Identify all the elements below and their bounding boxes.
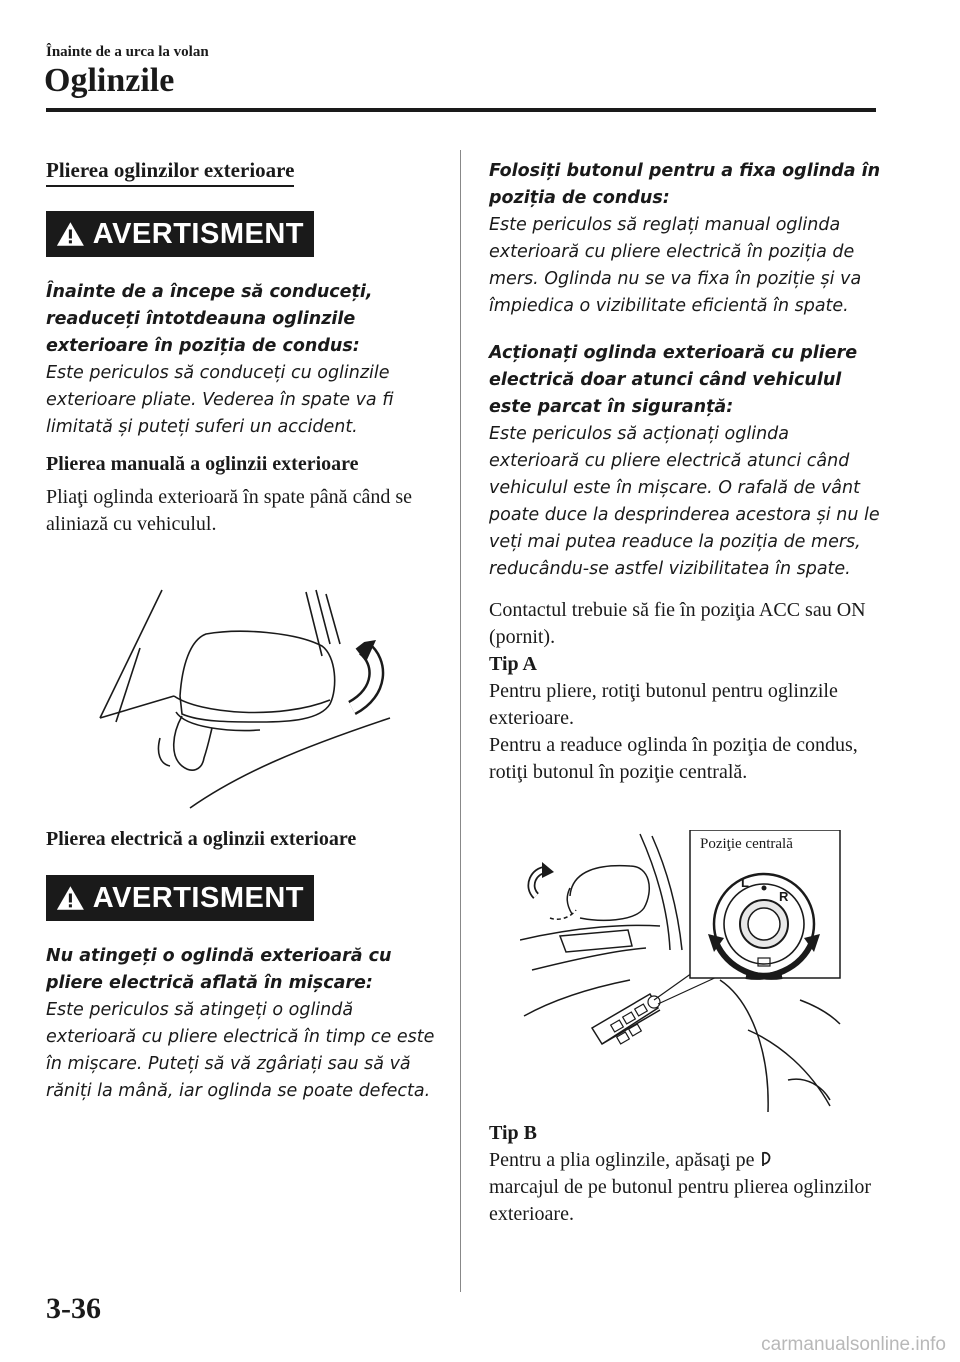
warning-title: Înainte de a începe să conduceți, readuceți întotdeauna oglinzile exterioare în poziția de condus: bbox=[46, 282, 373, 356]
subheading-tip-a: Tip A bbox=[489, 653, 537, 675]
paragraph-tip-b-line1 bbox=[489, 1147, 881, 1174]
page-title: Oglinzile bbox=[44, 62, 175, 99]
subheading-electric: Plierea electrică a oglinzii exterioare bbox=[46, 828, 357, 850]
warning-title: Folosiți butonul pentru a fixa oglinda în poziția de condus: bbox=[489, 161, 881, 208]
warning-text: Este periculos să reglați manual oglinda exterioară cu pliere electrică în poziția de mers. Oglinda nu se va fixa în poziție și va împiedica o vizibilitate eficientă în spate. bbox=[489, 215, 862, 316]
subheading-manual: Plierea manuală a oglinzii exterioare bbox=[46, 453, 359, 475]
warning-badge-label: AVERTISMENT bbox=[92, 881, 304, 914]
watermark: carmanualsonline.info bbox=[761, 1334, 946, 1355]
fold-arrow-icon bbox=[346, 634, 376, 708]
tip-b-text: Pentru a plia oglinzile, apăsaţi pe bbox=[489, 1149, 755, 1171]
paragraph-contact: Contactul trebuie să fie în poziţia ACC sau ON (pornit). bbox=[489, 599, 866, 648]
left-column-lower bbox=[46, 828, 446, 1105]
warning-badge bbox=[46, 211, 314, 257]
warning-triangle-icon bbox=[56, 219, 85, 249]
right-column-lower bbox=[489, 1120, 881, 1228]
paragraph-tip-a-restore: Pentru a readuce oglinda în poziţia de condus, rotiţi butonul în poziţie centrală. bbox=[489, 734, 858, 783]
knob-label-right: R bbox=[779, 889, 789, 904]
knob-label-left: L bbox=[741, 875, 749, 890]
warning-badge-label: AVERTISMENT bbox=[92, 217, 304, 250]
warning-text: Este periculos să acționați oglinda exterioară cu pliere electrică atunci când vehiculul este în mișcare. O rafală de vânt poate duce la desprinderea acestora și nu le veți mai putea readuce la poziția de mers, reducându-se astfel vizibilitatea în spate. bbox=[489, 424, 880, 579]
mirror-switch-illustration bbox=[520, 830, 842, 1112]
left-column bbox=[46, 158, 446, 538]
paragraph-tip-a-fold: Pentru pliere, rotiţi butonul pentru oglinzile exterioare. bbox=[489, 680, 838, 729]
warning-badge bbox=[46, 875, 314, 921]
breadcrumb: Înainte de a urca la volan bbox=[46, 44, 209, 60]
callout-center-position: Poziţie centrală bbox=[700, 836, 793, 852]
title-rule bbox=[46, 108, 876, 112]
warning-triangle-icon bbox=[56, 883, 85, 913]
section-heading-folding: Plierea oglinzilor exterioare bbox=[46, 158, 294, 187]
subheading-tip-b: Tip B bbox=[489, 1122, 537, 1144]
warning-title: Acționați oglinda exterioară cu pliere electrică doar atunci când vehiculul este parcat în siguranță: bbox=[489, 343, 858, 417]
warning-title: Nu atingeți o oglindă exterioară cu pliere electrică aflată în mișcare: bbox=[46, 946, 392, 993]
warning-text: Este periculos să atingeți o oglindă exterioară cu pliere electrică în timp ce este în mișcare. Puteți să vă zgâriați sau să vă răniți la mână, iar oglinda se poate defecta. bbox=[46, 1000, 435, 1101]
right-column bbox=[489, 158, 881, 786]
page-number: 3-36 bbox=[46, 1292, 101, 1325]
mirror-fold-icon bbox=[759, 1150, 773, 1168]
paragraph-tip-b-line2: marcajul de pe butonul pentru plierea oglinzilor exterioare. bbox=[489, 1176, 872, 1225]
paragraph-manual: Pliaţi oglinda exterioară în spate până când se aliniază cu vehiculul. bbox=[46, 486, 412, 535]
warning-text: Este periculos să conduceți cu oglinzile exterioare pliate. Vederea în spate va fi limitată și puteți suferi un accident. bbox=[46, 363, 394, 437]
column-divider bbox=[460, 150, 461, 1292]
mirror-fold-illustration bbox=[90, 588, 410, 810]
